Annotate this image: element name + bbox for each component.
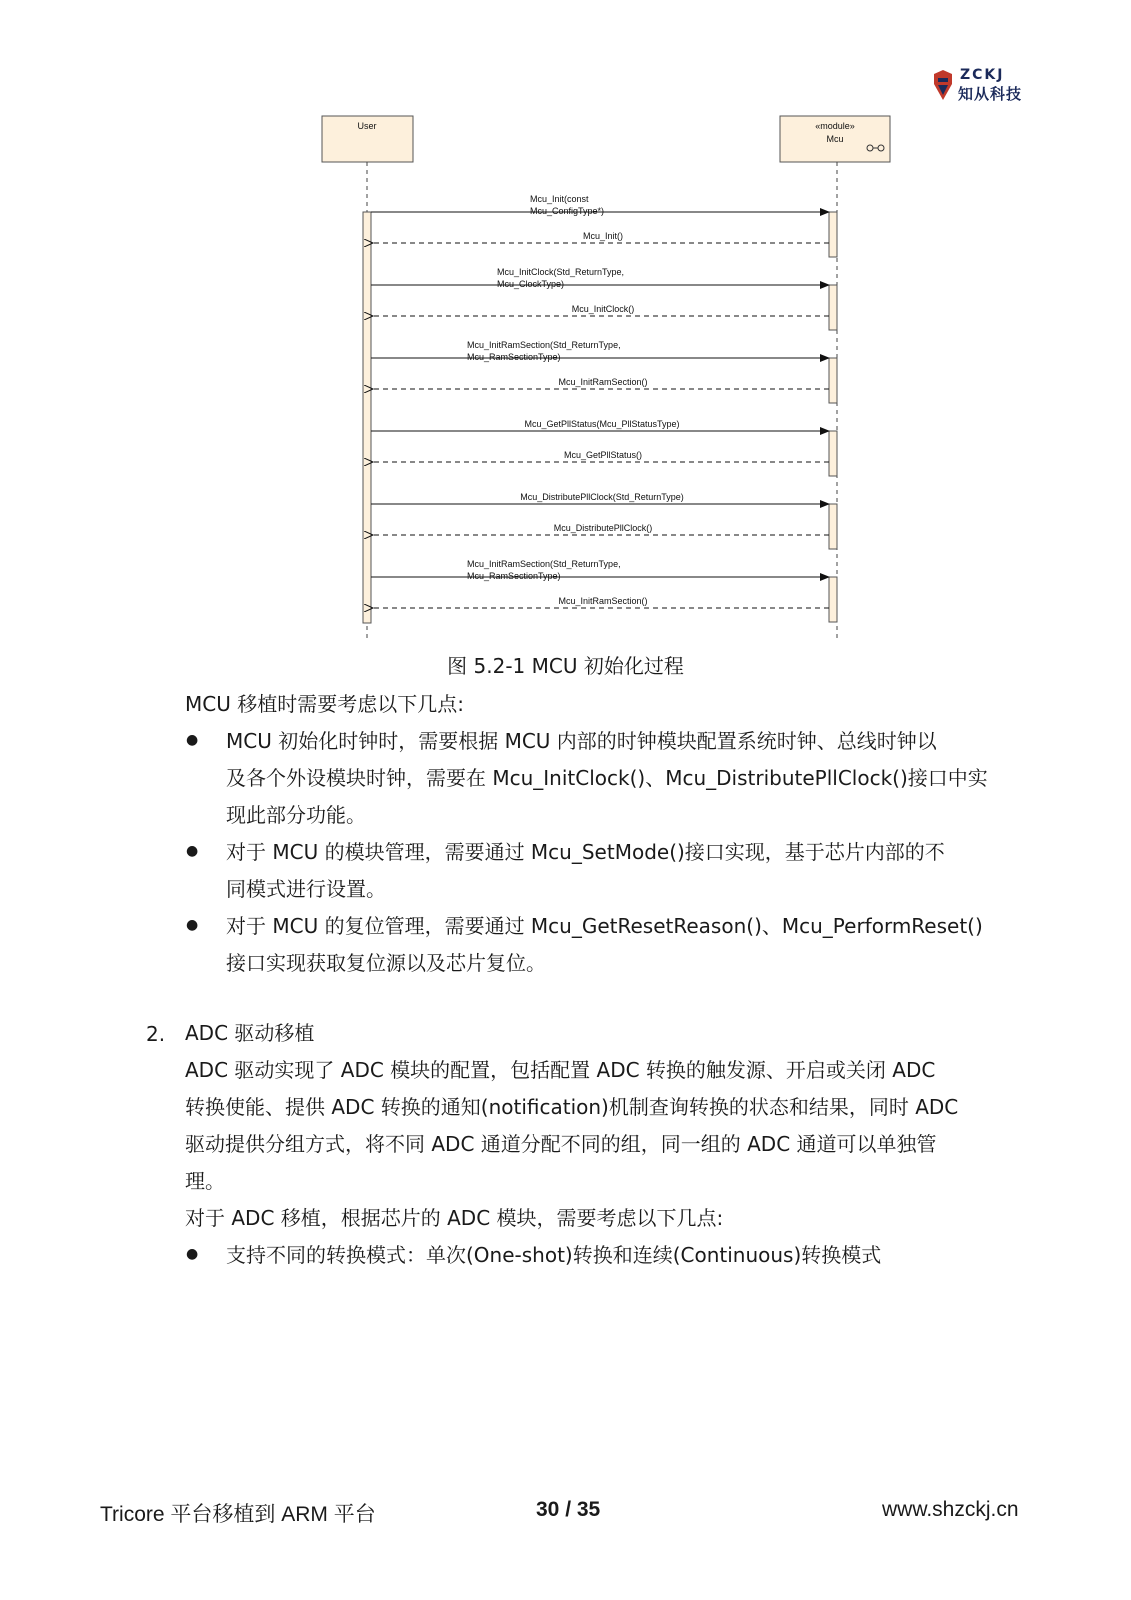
logo-text: 知从科技 xyxy=(958,85,1023,103)
bullet-dot: ● xyxy=(186,1246,199,1262)
lifeline-mcu-stereotype: «module» xyxy=(815,121,855,131)
adc-intro: 对于 ADC 移植，根据芯片的 ADC 模块，需要考虑以下几点: xyxy=(185,1206,724,1230)
sequence-diagram xyxy=(0,0,1131,650)
activation-mcu xyxy=(829,212,837,257)
mcu-bullet-2-line-2: 同模式进行设置。 xyxy=(226,877,386,901)
mcu-bullet-2-line-1: 对于 MCU 的模块管理，需要通过 Mcu_SetMode()接口实现，基于芯片内部的不 xyxy=(226,840,945,864)
adc-section-number: 2. xyxy=(146,1022,166,1046)
footer-left: Tricore 平台移植到 ARM 平台 xyxy=(100,1503,376,1526)
activation-mcu xyxy=(829,285,837,330)
message-call-label: Mcu_Init(const xyxy=(530,194,589,204)
message-call-label: Mcu_InitRamSection(Std_ReturnType, xyxy=(467,340,621,350)
activation-user xyxy=(363,212,371,623)
activation-mcu xyxy=(829,504,837,549)
message-return-label: Mcu_InitClock() xyxy=(571,304,635,314)
footer-page-number: 30 / 35 xyxy=(536,1498,601,1521)
lifeline-user-label: User xyxy=(357,121,377,131)
mcu-bullet-3-line-1: 对于 MCU 的复位管理，需要通过 Mcu_GetResetReason()、Mcu_PerformReset() xyxy=(226,914,983,938)
message-call-label: Mcu_GetPllStatus(Mcu_PllStatusType) xyxy=(524,419,680,429)
activation-mcu xyxy=(829,358,837,403)
message-call-label: Mcu_DistributePllClock(Std_ReturnType) xyxy=(520,492,684,502)
adc-body-line-1: ADC 驱动实现了 ADC 模块的配置，包括配置 ADC 转换的触发源、开启或关闭 ADC xyxy=(185,1058,936,1082)
message-call-label: Mcu_InitClock(Std_ReturnType, xyxy=(497,267,625,277)
footer-right: www.shzckj.cn xyxy=(882,1498,1019,1521)
adc-body-line-3: 驱动提供分组方式，将不同 ADC 通道分配不同的组，同一组的 ADC 通道可以单独管 xyxy=(185,1132,937,1156)
message-return-label: Mcu_GetPllStatus() xyxy=(563,450,643,460)
adc-section-heading: ADC 驱动移植 xyxy=(185,1021,315,1045)
activation-mcu xyxy=(829,431,837,476)
message-return-label: Mcu_InitRamSection() xyxy=(558,596,648,606)
figure-caption: 图 5.2-1 MCU 初始化过程 xyxy=(447,654,684,678)
message-call-label-cont: Mcu_ClockType) xyxy=(497,279,565,289)
bullet-dot: ● xyxy=(186,843,199,859)
mcu-bullet-1-line-1: MCU 初始化时钟时，需要根据 MCU 内部的时钟模块配置系统时钟、总线时钟以 xyxy=(226,729,937,753)
mcu-intro: MCU 移植时需要考虑以下几点: xyxy=(185,692,464,716)
message-return-label: Mcu_DistributePllClock() xyxy=(553,523,653,533)
mcu-bullet-1-line-3: 现此部分功能。 xyxy=(226,803,366,827)
bullet-dot: ● xyxy=(186,732,199,748)
adc-body-line-4: 理。 xyxy=(185,1169,225,1193)
message-return-label: Mcu_Init() xyxy=(582,231,624,241)
activation-mcu xyxy=(829,577,837,622)
logo-brand: ZCKJ xyxy=(960,67,1005,83)
lifeline-mcu-label: Mcu xyxy=(826,134,844,144)
bullet-dot: ● xyxy=(186,917,199,933)
adc-body-line-2: 转换使能、提供 ADC 转换的通知(notification)机制查询转换的状态和结果，同时 ADC xyxy=(185,1095,959,1119)
message-call-label: Mcu_InitRamSection(Std_ReturnType, xyxy=(467,559,621,569)
mcu-bullet-3-line-2: 接口实现获取复位源以及芯片复位。 xyxy=(226,951,546,975)
adc-bullet-1-line-1: 支持不同的转换模式：单次(One-shot)转换和连续(Continuous)转换模式 xyxy=(226,1243,882,1267)
message-return-label: Mcu_InitRamSection() xyxy=(558,377,648,387)
message-call-label-cont: Mcu_RamSectionType) xyxy=(467,571,561,581)
message-call-label-cont: Mcu_ConfigType*) xyxy=(530,206,605,216)
mcu-bullet-1-line-2: 及各个外设模块时钟，需要在 Mcu_InitClock()、Mcu_DistributePllClock()接口中实 xyxy=(226,766,988,790)
message-call-label-cont: Mcu_RamSectionType) xyxy=(467,352,561,362)
